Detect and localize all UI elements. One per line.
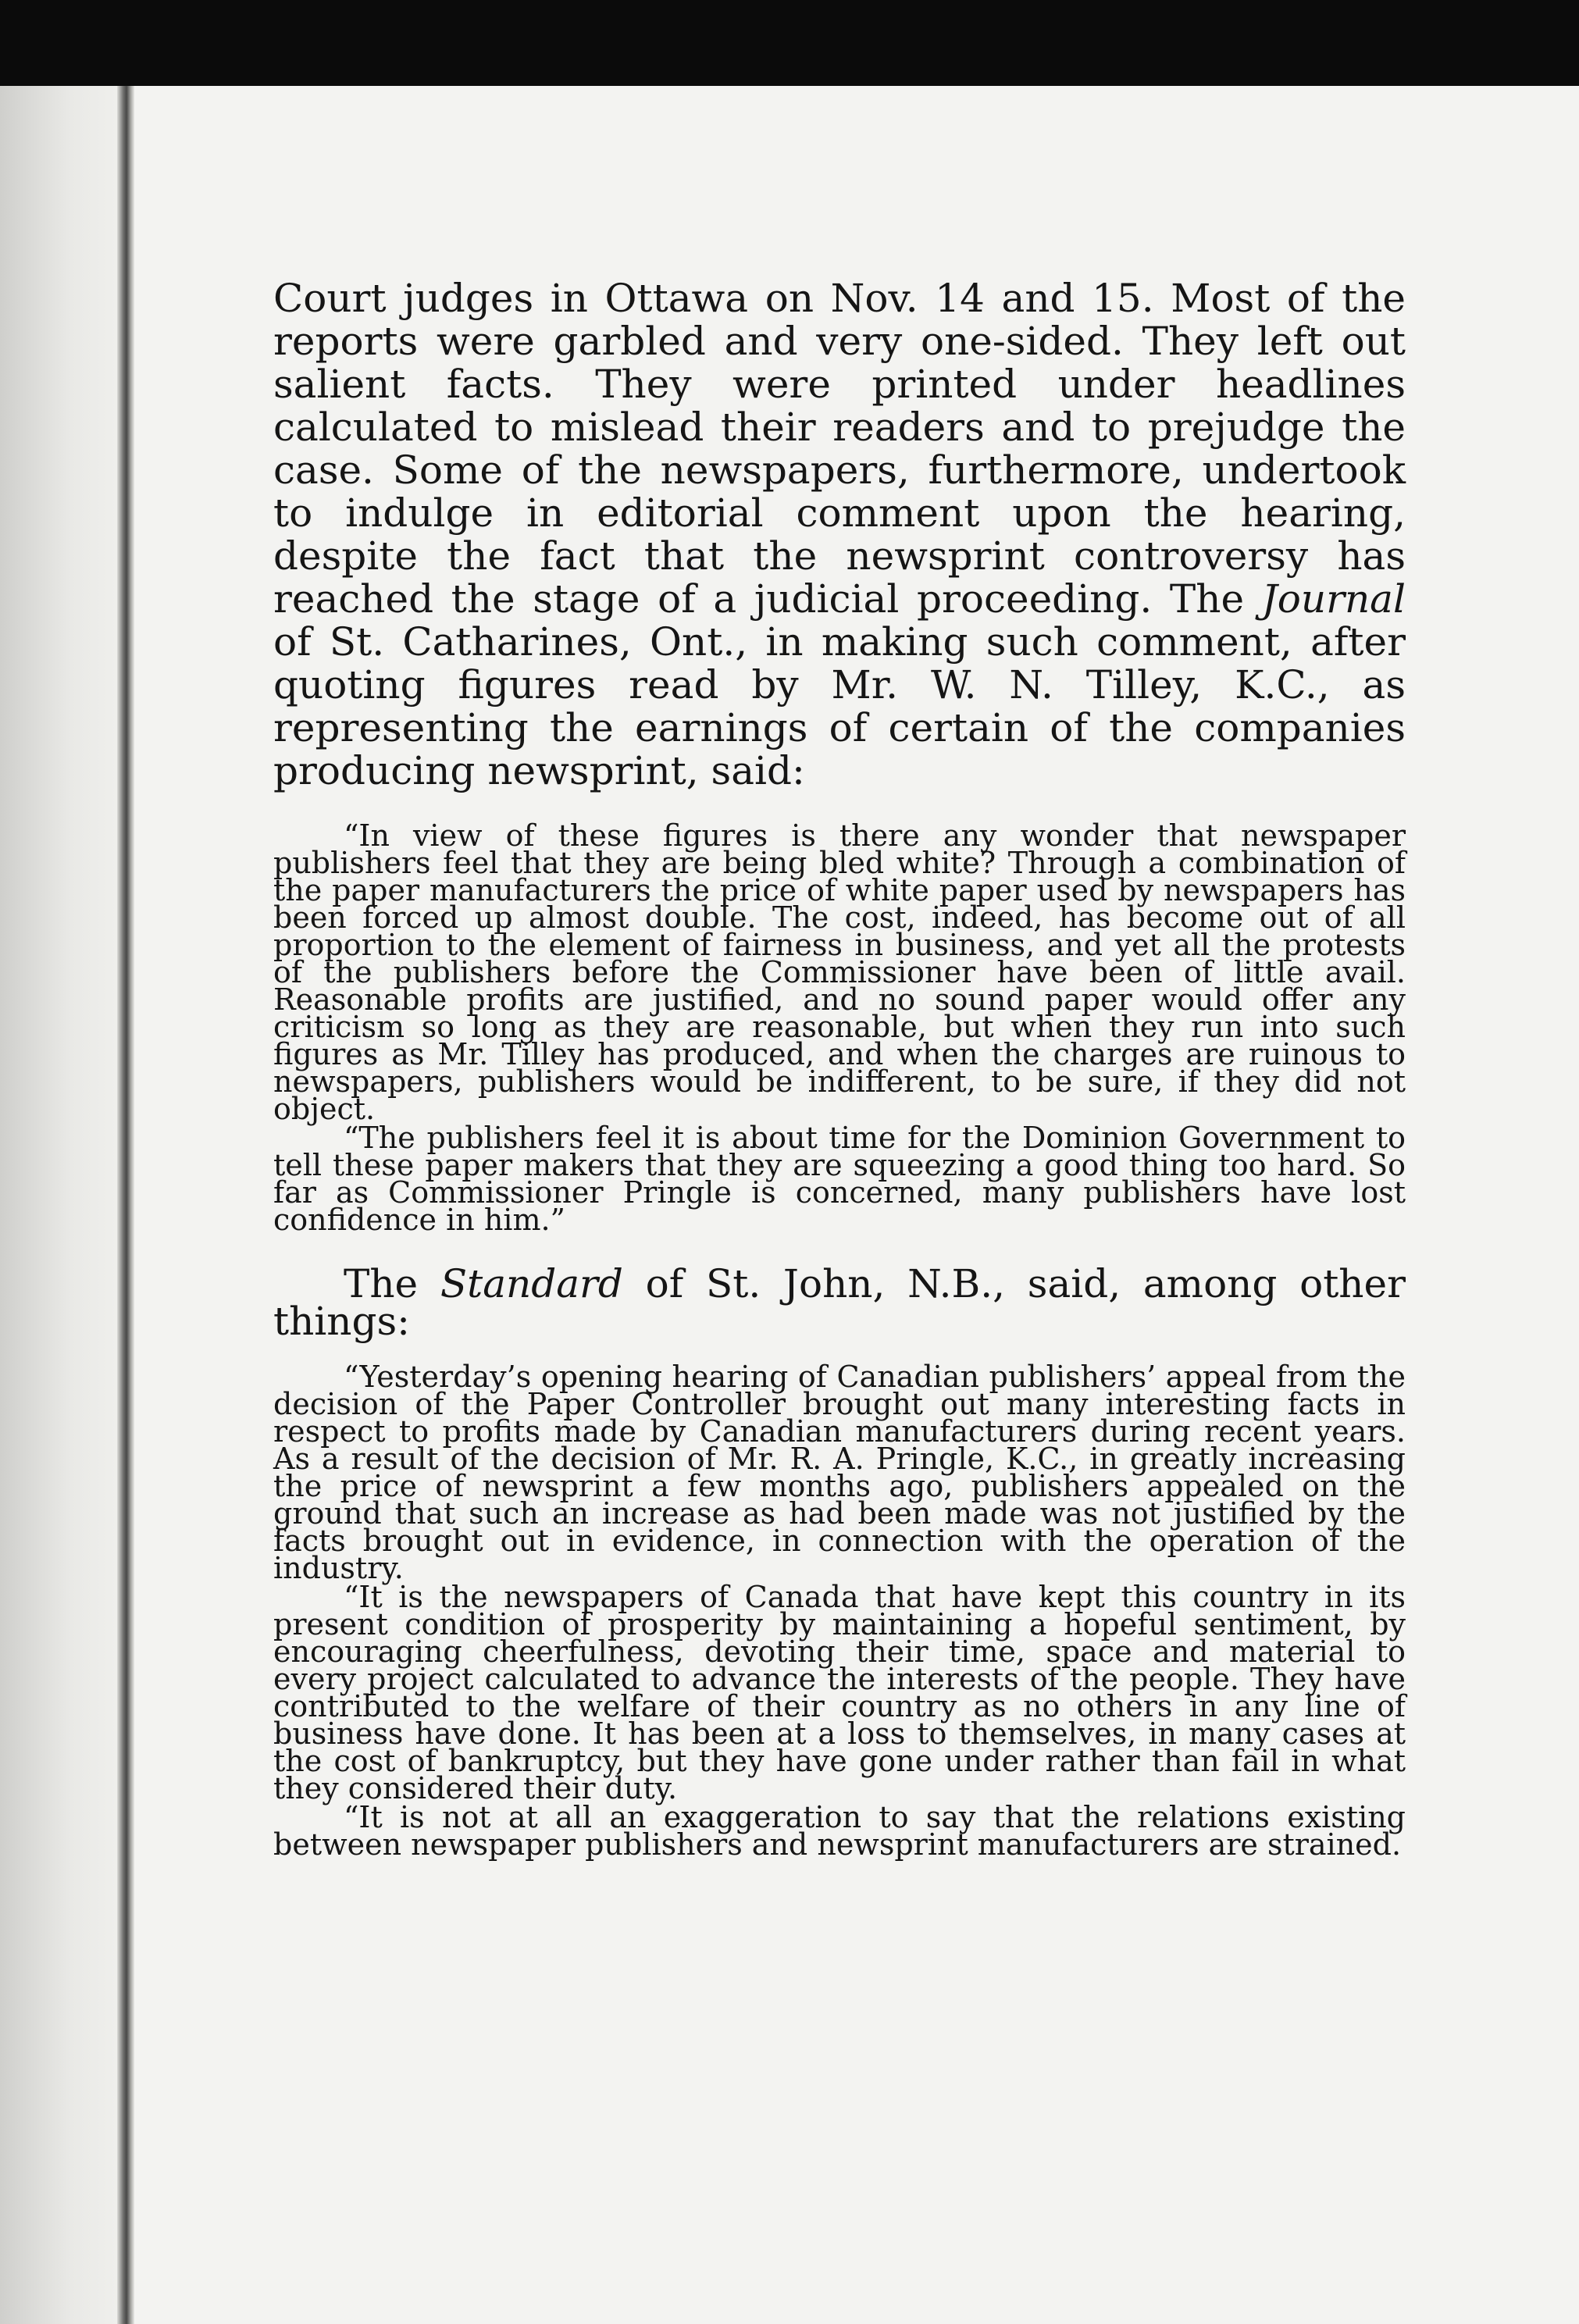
quote-standard-3: “It is not at all an exaggeration to say that the relations existing between newspaper publishers and newsprint manufacturers are strained. [273,1800,1406,1862]
paragraph-court-reports: Court judges in Ottawa on Nov. 14 and 15. Most of the reports were garbled and very one-sided. They left out salient facts. They were printed under headlines calculated to mislead their readers and to prejudge the case. Some of the newspapers, furthermore, undertook to indulge in editorial comment upon the hearing, despite the fact that the newsprint controversy has reached the stage of a judicial proceeding. The Journal of St. Catharines, Ont., in making such comment, after quoting figures read by Mr. W. N. Tilley, K.C., as representing the earnings of certain of the companies producing newsprint, said: [273,276,1406,793]
quote-standard-1: “Yesterday’s opening hearing of Canadian publishers’ appeal from the decision of the Paper Controller brought out many interesting facts in respect to profits made by Canadian manufacturers during recent years. As a result of the decision of Mr. R. A. Pringle, K.C., in greatly increasing the price of newsprint a few months ago, publishers appealed on the ground that such an increase as had been made was not justified by the facts brought out in evidence, in connection with the operation of the industry. [273,1360,1406,1585]
page-binding-shadow [0,86,117,2324]
quote-standard-2: “It is the newspapers of Canada that have kept this country in its present condition of prosperity by maintaining a hopeful sentiment, by encouraging cheerfulness, devoting their time, space and material to every project calculated to advance the interests of the people. They have contributed to the welfare of their country as no others in any line of business have done. It has been at a loss to themselves, in many cases at the cost of bankruptcy, but they have gone under rather than fail in what they considered their duty. [273,1580,1406,1805]
quote-journal-1: “In view of these figures is there any wonder that newspaper publishers feel that they are being bled white? Through a combination of the paper manufacturers the price of white paper used by newspapers has been forced up almost double. The cost, indeed, has become out of all proportion to the element of fairness in business, and yet all the protests of the publishers before the Commissioner have been of little avail. Reasonable profits are justified, and no sound paper would offer any criticism so long as they are reasonable, but when they run into such figures as Mr. Tilley has produced, and when the charges are ruinous to newspapers, publishers would be indifferent, to be sure, if they did not object. [273,818,1406,1126]
document-page [0,86,1579,2324]
paragraph-standard-intro: The Standard of St. John, N.B., said, among other things: [273,1261,1406,1344]
journal-title: Journal [1261,576,1406,622]
quote-journal-2: “The publishers feel it is about time for the Dominion Government to tell these paper makers that they are squeezing a good thing too hard. So far as Commissioner Pringle is concerned, many publishers have lost confidence in him.” [273,1121,1406,1237]
article-body [273,276,1406,1862]
standard-title: Standard [440,1261,623,1306]
binding-gutter [117,86,134,2324]
